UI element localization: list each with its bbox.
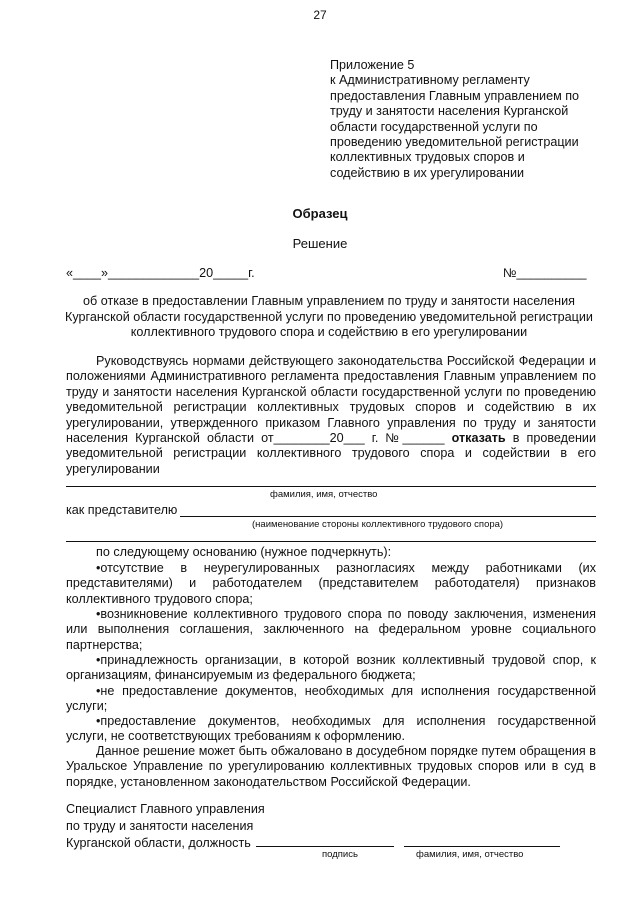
signature-name-line bbox=[404, 846, 560, 847]
date-line: «____»_____________20_____г. bbox=[66, 266, 255, 280]
appendix-line: проведению уведомительной регистрации bbox=[330, 135, 579, 150]
signature-caption: подпись bbox=[322, 849, 358, 860]
main-paragraph-tail: в проведении уведомительной регистрации коллективного трудового спора и содействии в его урегулировании bbox=[66, 431, 597, 476]
ground-item: •не предоставление документов, необходимых для исполнения государственной услуги; bbox=[66, 684, 596, 714]
number-line: №__________ bbox=[503, 266, 587, 280]
appendix-line: области государственной услуги по bbox=[330, 119, 538, 134]
ground-item: •предоставление документов, необходимых для исполнения государственной услуги, не соответствующих требованиям к оформлению. bbox=[66, 714, 596, 744]
main-paragraph bbox=[66, 354, 596, 477]
sample-title: Образец bbox=[292, 206, 348, 221]
appendix-line: коллективных трудовых споров и bbox=[330, 150, 525, 165]
party-caption: (наименование стороны коллективного трудового спора) bbox=[252, 519, 504, 530]
signature-line: по труду и занятости населения bbox=[66, 819, 254, 833]
appendix-line: предоставления Главным управлением по bbox=[330, 88, 580, 103]
ground-item: •возникновение коллективного трудового спора по поводу заключения, изменения или выполнения соглашения, заключенного на федеральном уровне социального партнерства; bbox=[66, 607, 596, 652]
grounds-intro: по следующему основанию (нужное подчеркнуть): bbox=[96, 545, 392, 559]
name-line bbox=[66, 486, 596, 487]
refuse-emphasis: отказать bbox=[451, 431, 506, 446]
main-paragraph-text: Руководствуясь нормами действующего законодательства Российской Федерации и положениями Административного регламента предоставления Главным управлением по труду и занятости населения Курганской области государственной услуги по проведению уведомительной регистрации коллективных трудовых споров и содействию в их урегулировании, утвержденного приказом Главного управления по труду и занятости населения Курганской области от________20___ г. №______ bbox=[66, 354, 596, 446]
appeal-paragraph: Данное решение может быть обжаловано в досудебном порядке путем обращения в Уральское Управление по урегулированию коллективных трудовых споров или в суд в порядке, установленном законодательством Российской Федерации. bbox=[66, 744, 596, 789]
signature-line: Специалист Главного управления bbox=[66, 802, 265, 816]
appendix-line: к Административному регламенту bbox=[330, 73, 530, 88]
decision-subject: об отказе в предоставлении Главным управлением по труду и занятости населения Курганской области государственной услуги по проведению уведомительной регистрации коллективного трудового спора и содействию в его урегулировании bbox=[65, 294, 593, 340]
signature-name-caption: фамилия, имя, отчество bbox=[416, 849, 524, 860]
ground-item: •принадлежность организации, в которой возник коллективный трудовой спор, к организациям, финансируемым из федерального бюджета; bbox=[66, 653, 596, 683]
appendix-line: содействию в их урегулировании bbox=[330, 165, 525, 180]
representative-line bbox=[180, 516, 596, 517]
appendix-header bbox=[330, 58, 620, 181]
appendix-line: Приложение 5 bbox=[330, 58, 415, 72]
signature-block bbox=[66, 801, 265, 852]
blank-line bbox=[66, 541, 596, 542]
page-number: 27 bbox=[313, 8, 327, 22]
name-caption: фамилия, имя, отчество bbox=[270, 489, 378, 500]
decision-title: Решение bbox=[292, 236, 348, 251]
ground-item: •отсутствие в неурегулированных разногласиях между работниками (их представителями) и работодателем (представителем работодателя) признаков коллективного трудового спора; bbox=[66, 561, 596, 606]
signature-field-line bbox=[256, 846, 394, 847]
representative-label: как представителю bbox=[66, 503, 178, 517]
signature-line: Курганской области, должность bbox=[66, 836, 251, 850]
appendix-line: труду и занятости населения Курганской bbox=[330, 104, 569, 119]
